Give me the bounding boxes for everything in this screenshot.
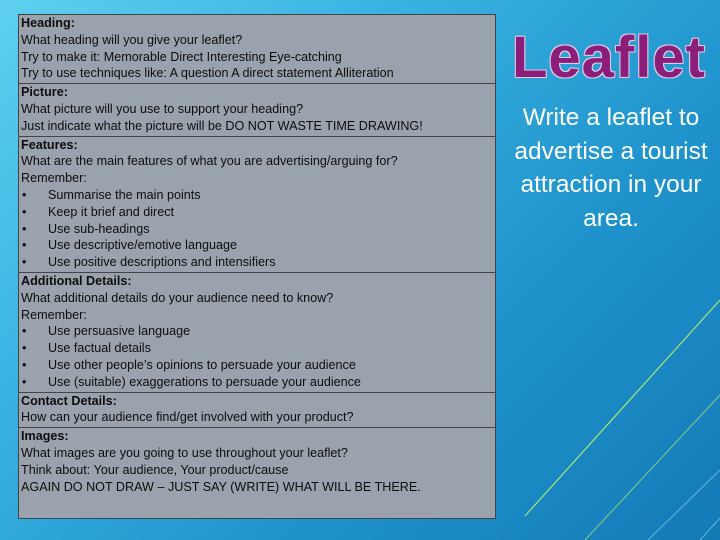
- bullet-icon: •: [22, 357, 27, 372]
- section-line: Think about: Your audience, Your product/cause: [21, 462, 289, 477]
- list-item-text: Keep it brief and direct: [48, 204, 175, 219]
- section-title: Features:: [21, 137, 78, 152]
- picture-section: [19, 84, 495, 136]
- list-item-text: Summarise the main points: [48, 187, 201, 202]
- bullet-icon: •: [22, 187, 27, 202]
- slide-subtitle: Write a leaflet to advertise a tourist attraction in your area.: [514, 104, 708, 232]
- bullet-icon: •: [22, 341, 27, 356]
- section-line: Remember:: [21, 307, 87, 322]
- bullet-icon: •: [22, 255, 27, 270]
- list-item-text: Use factual details: [48, 341, 151, 356]
- section-line: Try to make it: Memorable Direct Interesting Eye-catching: [21, 49, 342, 64]
- images-section: [19, 428, 495, 496]
- additional-details-section: [19, 273, 495, 393]
- list-item-text: Use sub-headings: [48, 221, 150, 236]
- section-line: What heading will you give your leaflet?: [21, 32, 243, 47]
- contact-details-section: [19, 393, 495, 429]
- list-item-text: Use other people’s opinions to persuade your audience: [48, 357, 356, 372]
- list-item: [21, 221, 493, 238]
- section-line: Remember:: [21, 171, 87, 186]
- section-line: Just indicate what the picture will be DO NOT WASTE TIME DRAWING!: [21, 118, 423, 133]
- bullet-icon: •: [22, 238, 27, 253]
- bullet-icon: •: [22, 324, 27, 339]
- list-item: [21, 357, 493, 374]
- list-item: [21, 340, 493, 357]
- list-item-text: Use positive descriptions and intensifiers: [48, 255, 276, 270]
- list-item: [21, 323, 493, 340]
- section-line: How can your audience find/get involved with your product?: [21, 410, 354, 425]
- section-line: What are the main features of what you are advertising/arguing for?: [21, 154, 398, 169]
- list-item: [21, 374, 493, 391]
- list-item-text: Use descriptive/emotive language: [48, 238, 238, 253]
- section-title: Additional Details:: [21, 273, 132, 288]
- section-line: Try to use techniques like: A question A direct statement Alliteration: [21, 66, 394, 81]
- section-line: AGAIN DO NOT DRAW – JUST SAY (WRITE) WHAT WILL BE THERE.: [21, 479, 421, 494]
- bullet-icon: •: [22, 221, 27, 236]
- slide-title: Leaflet: [512, 25, 706, 90]
- section-title: Heading:: [21, 16, 75, 30]
- section-title: Images:: [21, 429, 69, 444]
- list-item: [21, 254, 493, 271]
- heading-section: [19, 15, 495, 84]
- section-line: What picture will you use to support your heading?: [21, 101, 304, 116]
- leaflet-planning-table: [18, 14, 496, 519]
- features-section: [19, 137, 495, 273]
- bullet-icon: •: [22, 204, 27, 219]
- section-title: Picture:: [21, 85, 68, 100]
- list-item: [21, 187, 493, 204]
- list-item-text: Use (suitable) exaggerations to persuade your audience: [48, 374, 361, 389]
- section-title: Contact Details:: [21, 393, 117, 408]
- list-item-text: Use persuasive language: [48, 324, 191, 339]
- bullet-icon: •: [22, 374, 27, 389]
- section-line: What additional details do your audience need to know?: [21, 290, 334, 305]
- list-item: [21, 237, 493, 254]
- list-item: [21, 204, 493, 221]
- section-line: What images are you going to use throughout your leaflet?: [21, 445, 348, 460]
